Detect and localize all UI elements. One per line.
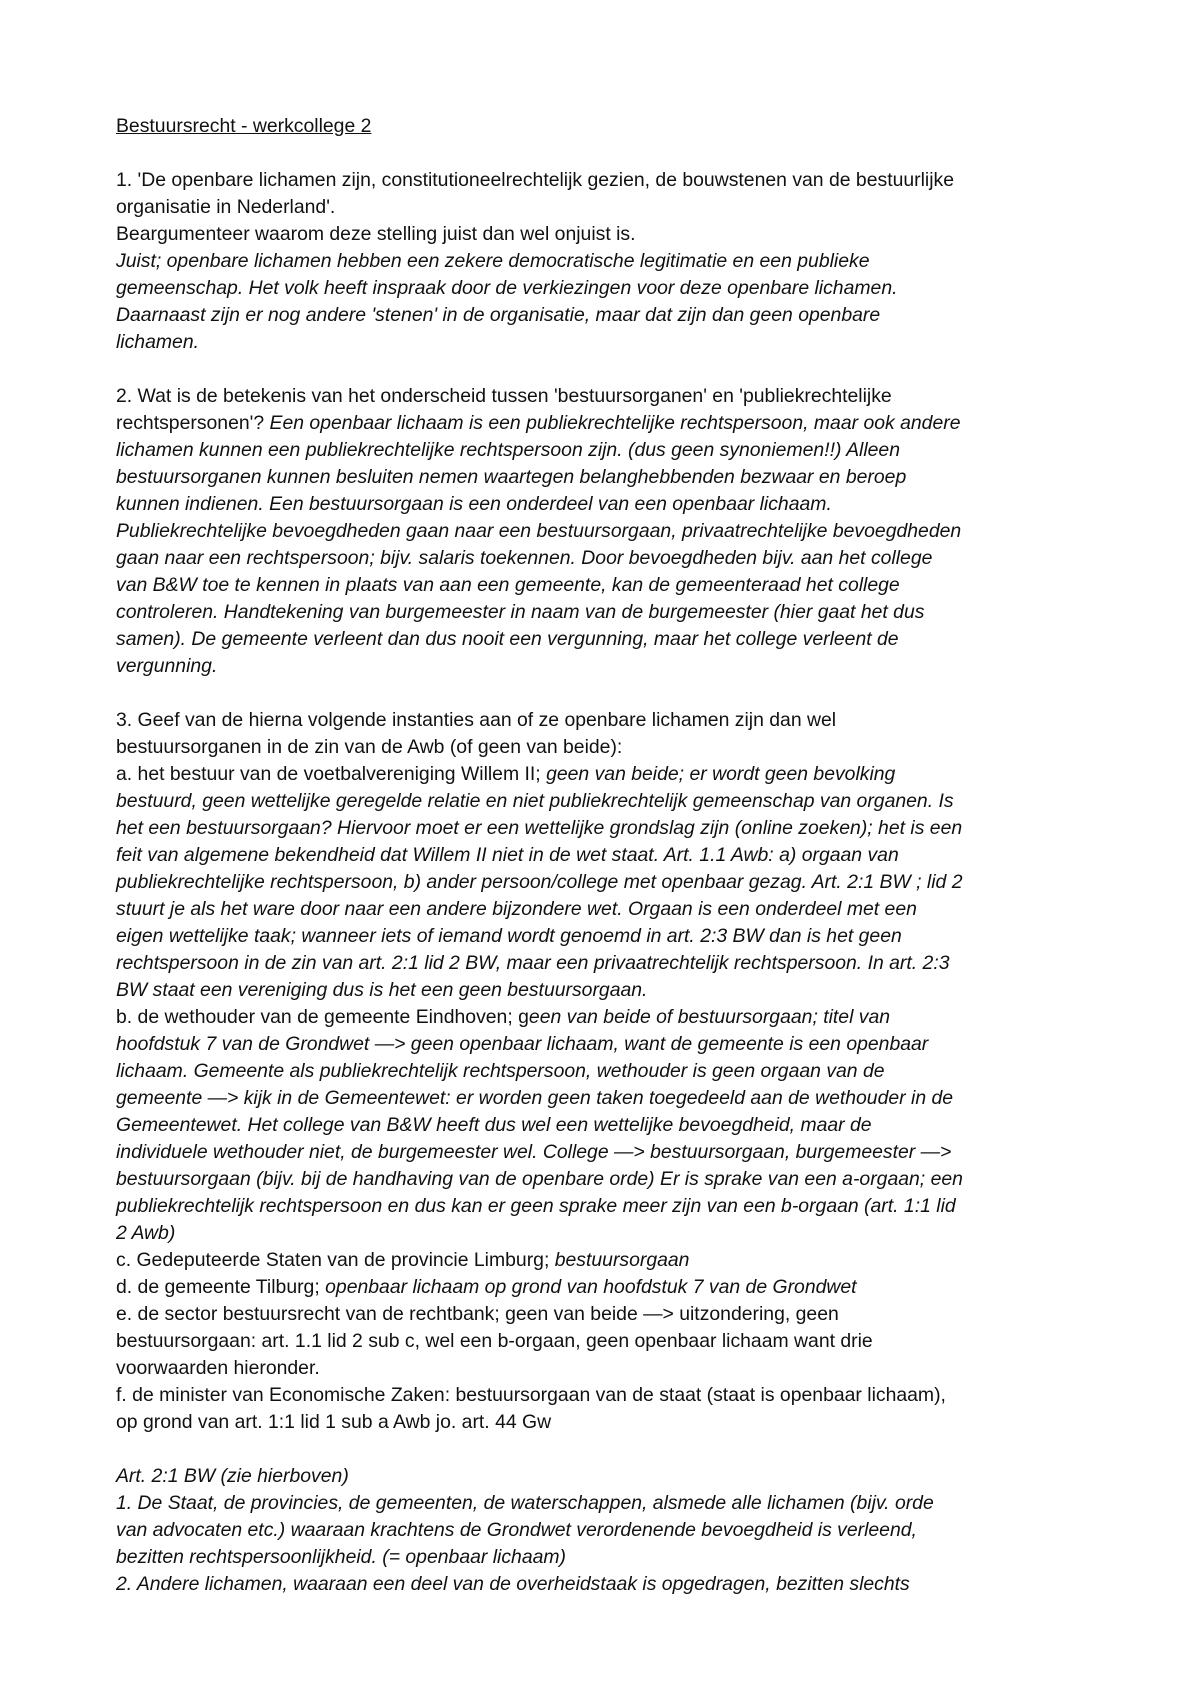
question-text: organisatie in Nederland'. xyxy=(116,196,336,218)
document-page xyxy=(116,113,1096,1598)
item-label: d. de gemeente Tilburg; xyxy=(116,1276,326,1298)
article-text: van advocaten etc.) waaraan krachtens de Grondwet verordenende bevoegdheid is verleend, xyxy=(116,1519,917,1541)
answer-text: feit van algemene bekendheid dat Willem II niet in de wet staat. Art. 1.1 Awb: a) orgaan van xyxy=(116,844,899,866)
answer-text: het een bestuursorgaan? Hiervoor moet er een wettelijke grondslag zijn (online zoeken); het is een xyxy=(116,817,963,839)
answer-text: gemeente —> kijk in de Gemeentewet: er worden geen taken toegedeeld aan de wethouder in de xyxy=(116,1087,954,1109)
article-heading: Art. 2:1 BW (zie hierboven) xyxy=(116,1465,349,1487)
question-line xyxy=(116,410,1096,437)
question-text: 2. Wat is de betekenis van het onderscheid tussen 'bestuursorganen' en 'publiekrechtelijke xyxy=(116,385,892,407)
question-text: 1. 'De openbare lichamen zijn, constitutioneelrechtelijk gezien, de bouwstenen van de bestuurlijke xyxy=(116,169,955,191)
answer-text: Een openbaar lichaam is een publiekrechtelijke rechtspersoon, maar ook andere xyxy=(269,412,961,434)
answer-text: eigen wettelijke taak; wanneer iets of iemand wordt genoemd in art. 2:3 BW dan is het geen xyxy=(116,925,902,947)
answer-text: van B&W toe te kennen in plaats van aan een gemeente, kan de gemeenteraad het college xyxy=(116,574,900,596)
answer-text: gemeenschap. Het volk heeft inspraak door de verkiezingen voor deze openbare lichamen. xyxy=(116,277,898,299)
answer-text: een van beide of bestuursorgaan; titel van xyxy=(528,1006,891,1028)
question-text: Beargumenteer waarom deze stelling juist dan wel onjuist is. xyxy=(116,223,636,245)
answer-text: lichamen. xyxy=(116,331,199,353)
answer-text: op grond van art. 1:1 lid 1 sub a Awb jo. art. 44 Gw xyxy=(116,1411,552,1433)
answer-text: geen van beide; er wordt geen bevolking xyxy=(546,763,896,785)
answer-text: rechtspersoon in de zin van art. 2:1 lid 2 BW, maar een privaatrechtelijk rechtspersoon. In art. 2:3 xyxy=(116,952,950,974)
answer-text: stuurt je als het ware door naar een andere bijzondere wet. Orgaan is een onderdeel met een xyxy=(116,898,917,920)
answer-text: lichamen kunnen een publiekrechtelijke rechtspersoon zijn. (dus geen synoniemen!!) Alleen xyxy=(116,439,900,461)
answer-text: controleren. Handtekening van burgemeester in naam van de burgemeester (hier gaat het dus xyxy=(116,601,925,623)
item-a xyxy=(116,761,1096,788)
answer-text: voorwaarden hieronder. xyxy=(116,1357,320,1379)
article-text: 1. De Staat, de provincies, de gemeenten, de waterschappen, alsmede alle lichamen (bijv. orde xyxy=(116,1492,934,1514)
answer-text: BW staat een vereniging dus is het een geen bestuursorgaan. xyxy=(116,979,648,1001)
item-c xyxy=(116,1247,1096,1274)
question-3 xyxy=(116,707,1096,1436)
question-2 xyxy=(116,383,1096,680)
article-text: bezitten rechtspersoonlijkheid. (= openbaar lichaam) xyxy=(116,1546,567,1568)
answer-text: bestuursorgaan xyxy=(554,1249,690,1271)
spacer xyxy=(116,680,1096,707)
document-title: Bestuursrecht - werkcollege 2 xyxy=(116,115,372,137)
item-f: f. de minister van Economische Zaken: bestuursorgaan van de staat (staat is openbaar lichaam), xyxy=(116,1384,946,1406)
answer-text: vergunning. xyxy=(116,655,218,677)
answer-text: 2 Awb) xyxy=(116,1222,176,1244)
question-text: bestuursorganen in de zin van de Awb (of geen van beide): xyxy=(116,736,623,758)
answer-text: publiekrechtelijk rechtspersoon en dus kan er geen sprake meer zijn van een b-orgaan (art. 1:1 lid xyxy=(116,1195,956,1217)
answer-text: Publiekrechtelijke bevoegdheden gaan naar een bestuursorgaan, privaatrechtelijke bevoegdheden xyxy=(116,520,962,542)
answer-text: individuele wethouder niet, de burgemeester wel. College —> bestuursorgaan, burgemeester —> xyxy=(116,1141,952,1163)
item-e: e. de sector bestuursrecht van de rechtbank; geen van beide —> uitzondering, geen xyxy=(116,1303,839,1325)
item-d xyxy=(116,1274,1096,1301)
item-b xyxy=(116,1004,1096,1031)
spacer xyxy=(116,1436,1096,1463)
spacer xyxy=(116,356,1096,383)
item-label: a. het bestuur van de voetbalvereniging Willem II; xyxy=(116,763,547,785)
answer-text: gaan naar een rechtspersoon; bijv. salaris toekennen. Door bevoegdheden bijv. aan het college xyxy=(116,547,933,569)
answer-text: samen). De gemeente verleent dan dus nooit een vergunning, maar het college verleent de xyxy=(116,628,899,650)
item-label: c. Gedeputeerde Staten van de provincie Limburg; xyxy=(116,1249,555,1271)
answer-text: hoofdstuk 7 van de Grondwet —> geen openbaar lichaam, want de gemeente is een openbaar xyxy=(116,1033,929,1055)
answer-text: Juist; openbare lichamen hebben een zekere democratische legitimatie en een publieke xyxy=(116,250,870,272)
question-text: rechtspersonen'? xyxy=(116,412,270,434)
answer-text: bestuursorgaan (bijv. bij de handhaving van de openbare orde) Er is sprake van een a-orgaan; een xyxy=(116,1168,963,1190)
answer-text: bestuursorganen kunnen besluiten nemen waartegen belanghebbenden bezwaar en beroep xyxy=(116,466,907,488)
answer-text: Gemeentewet. Het college van B&W heeft dus wel een wettelijke bevoegdheid, maar de xyxy=(116,1114,872,1136)
answer-text: openbaar lichaam op grond van hoofdstuk 7 van de Grondwet xyxy=(325,1276,857,1298)
answer-text: publiekrechtelijke rechtspersoon, b) ander persoon/college met openbaar gezag. Art. 2:1 BW ; lid 2 xyxy=(116,871,963,893)
question-1 xyxy=(116,167,1096,356)
answer-text: bestuurd, geen wettelijke geregelde relatie en niet publiekrechtelijk gemeenschap van organen. Is xyxy=(116,790,954,812)
spacer xyxy=(116,140,1096,167)
answer-text: Daarnaast zijn er nog andere 'stenen' in de organisatie, maar dat zijn dan geen openbare xyxy=(116,304,881,326)
answer-text: bestuursorgaan: art. 1.1 lid 2 sub c, wel een b-orgaan, geen openbaar lichaam want drie xyxy=(116,1330,873,1352)
article-2-1-bw xyxy=(116,1463,1096,1598)
question-text: 3. Geef van de hierna volgende instanties aan of ze openbare lichamen zijn dan wel xyxy=(116,709,837,731)
article-text: 2. Andere lichamen, waaraan een deel van de overheidstaak is opgedragen, bezitten slechts xyxy=(116,1573,910,1595)
item-label: b. de wethouder van de gemeente Eindhoven; g xyxy=(116,1006,529,1028)
answer-text: kunnen indienen. Een bestuursorgaan is een onderdeel van een openbaar lichaam. xyxy=(116,493,832,515)
answer-text: lichaam. Gemeente als publiekrechtelijk rechtspersoon, wethouder is geen orgaan van de xyxy=(116,1060,885,1082)
